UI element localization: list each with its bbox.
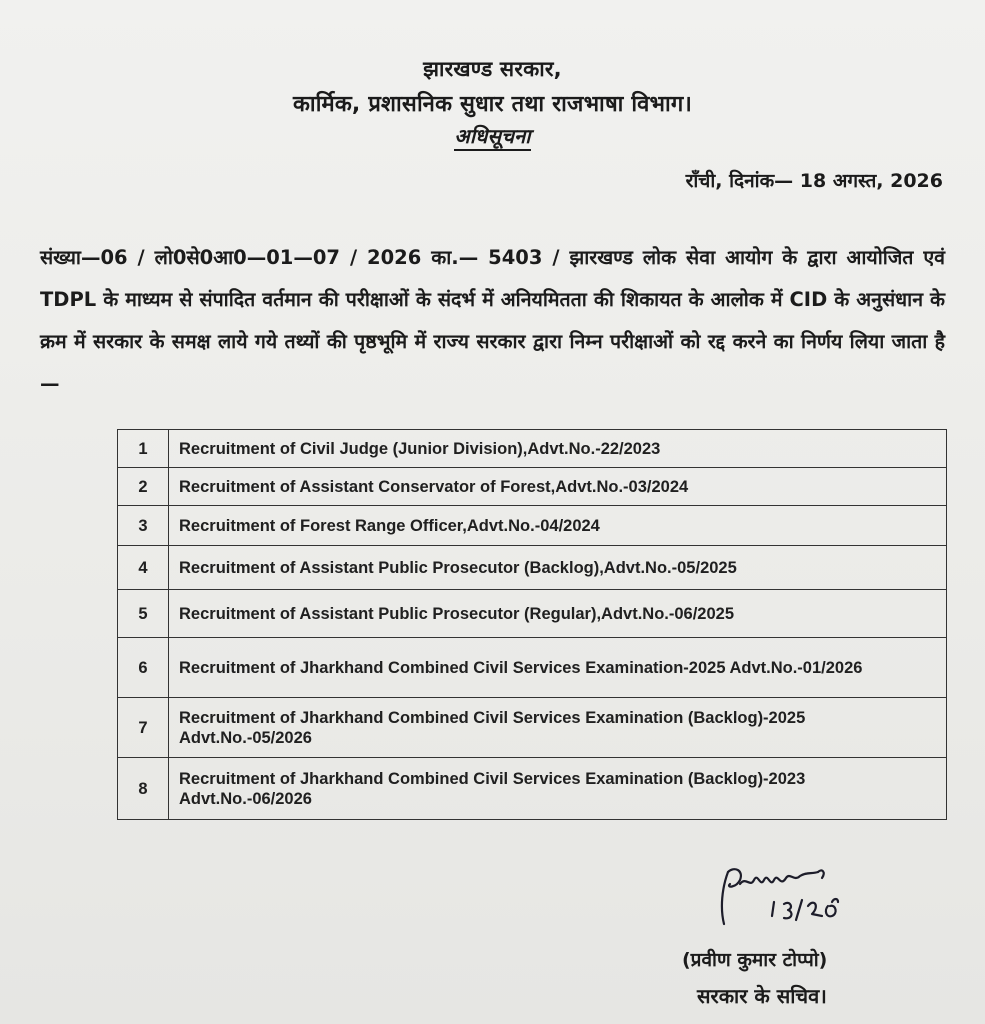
exam-description: Recruitment of Civil Judge (Junior Division),Advt.No.-22/2023 [169,430,947,468]
exam-description: Recruitment of Jharkhand Combined Civil Services Examination (Backlog)-2025 Advt.No.-05/2026 [169,698,947,758]
signatory-name: (प्रवीण कुमार टोप्पो) [682,949,828,971]
row-number: 7 [118,698,169,758]
department-heading: कार्मिक, प्रशासनिक सुधार तथा राजभाषा विभाग। [292,92,693,117]
table-row [118,590,947,638]
exam-description: Recruitment of Assistant Public Prosecutor (Regular),Advt.No.-06/2025 [169,590,947,638]
table-row [118,546,947,590]
notification-body: संख्या—06 / लो0से0आ0—01—07 / 2026 का.— 5403 / झारखण्ड लोक सेवा आयोग के द्वारा आयोजित एवं TDPL के माध्यम से संपादित वर्तमान की परीक्षाओं के संदर्भ में अनियमितता की शिकायत के आलोक में CID के अनुसंधान के क्रम में सरकार के समक्ष लाये गये तथ्यों की पृष्ठभूमि में राज्य सरकार द्वारा निम्न परीक्षाओं को रद्द करने का निर्णय लिया जाता है— [40,246,945,395]
handwritten-signature [700,858,880,938]
table-row [118,638,947,698]
table-row [118,698,947,758]
table-row [118,468,947,506]
table-row [118,506,947,546]
row-number: 5 [118,590,169,638]
government-heading: झारखण्ड सरकार, [423,57,562,81]
signatory-title: सरकार के सचिव। [697,984,827,1008]
notification-title: अधिसूचना [0,122,985,149]
exam-description: Recruitment of Assistant Public Prosecutor (Backlog),Advt.No.-05/2025 [169,546,947,590]
exam-description: Recruitment of Forest Range Officer,Advt.No.-04/2024 [169,506,947,546]
row-number: 2 [118,468,169,506]
cancelled-exams-table [117,429,947,820]
exam-description: Recruitment of Jharkhand Combined Civil Services Examination-2025 Advt.No.-01/2026 [169,638,947,698]
row-number: 8 [118,758,169,820]
row-number: 3 [118,506,169,546]
row-number: 4 [118,546,169,590]
exam-description: Recruitment of Assistant Conservator of Forest,Advt.No.-03/2024 [169,468,947,506]
place-date-line: राँची, दिनांक— 18 अगस्त, 2026 [685,170,943,192]
table-row [118,758,947,820]
row-number: 6 [118,638,169,698]
table-row [118,430,947,468]
row-number: 1 [118,430,169,468]
exam-description: Recruitment of Jharkhand Combined Civil Services Examination (Backlog)-2023 Advt.No.-06/2026 [169,758,947,820]
